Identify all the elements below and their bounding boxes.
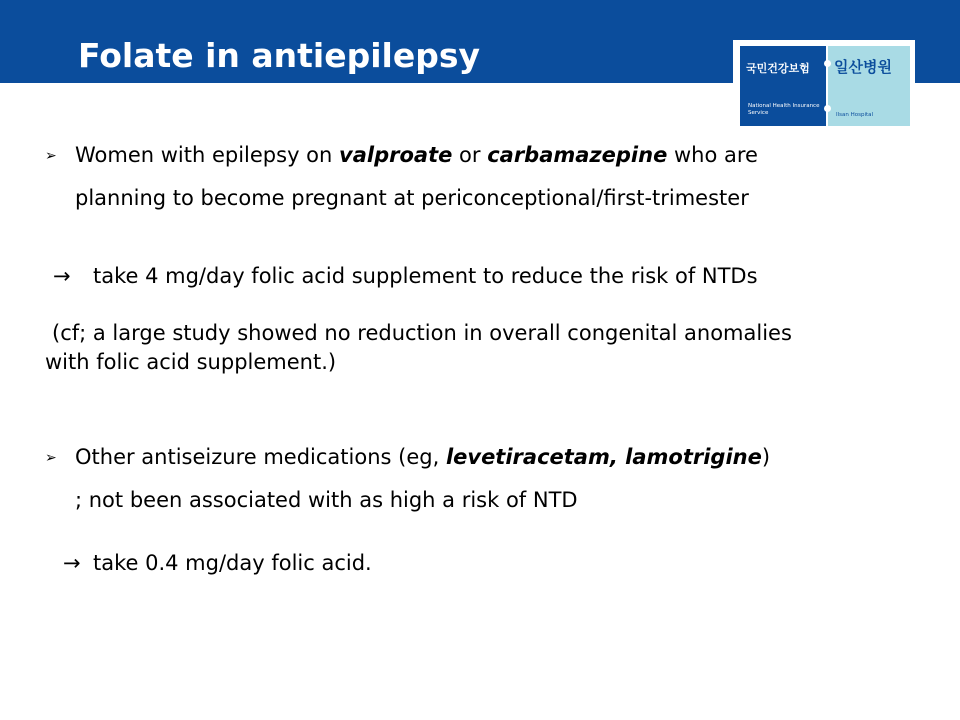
slide-title: Folate in antiepilepsy <box>78 36 481 75</box>
logo-korean-hospital: 일산병원 <box>834 58 892 76</box>
hospital-logo <box>733 40 915 128</box>
logo-english-insurance: National Health Insurance Service <box>748 103 820 116</box>
arrow-icon: → <box>53 264 71 288</box>
logo-connector-dot <box>824 105 831 112</box>
bullet-icon: ➢ <box>45 450 57 466</box>
bullet2-line1 <box>75 443 770 471</box>
bullet1-text-part1: Women with epilepsy on <box>75 143 340 167</box>
bullet1-text-part3: who are <box>667 143 758 167</box>
logo-english-hospital: Ilsan Hospital <box>836 112 874 118</box>
drug-carbamazepine: carbamazepine <box>487 143 668 167</box>
drugs-levetiracetam-lamotrigine: levetiracetam, lamotrigine <box>445 445 762 469</box>
bullet2-line2: ; not been associated with as high a risk of NTD <box>75 488 578 512</box>
recommendation-0.4mg: take 0.4 mg/day folic acid. <box>93 551 372 575</box>
logo-korean-insurance: 국민건강보험 <box>746 62 810 75</box>
note-line1: (cf; a large study showed no reduction in overall congenital anomalies <box>52 321 792 345</box>
note-line2: with folic acid supplement.) <box>45 350 337 374</box>
bullet1-line1 <box>75 141 758 169</box>
bullet2-text-part2: ) <box>761 445 771 469</box>
recommendation-4mg: take 4 mg/day folic acid supplement to reduce the risk of NTDs <box>93 264 758 288</box>
logo-right-panel <box>828 46 910 126</box>
logo-connector-dot <box>824 60 831 67</box>
logo-left-panel <box>740 46 826 126</box>
drug-valproate: valproate <box>339 143 453 167</box>
bullet1-line2: planning to become pregnant at periconceptional/first-trimester <box>75 186 749 210</box>
bullet1-text-part2: or <box>452 143 488 167</box>
arrow-icon: → <box>63 551 81 575</box>
bullet-icon: ➢ <box>45 148 57 164</box>
bullet2-text-part1: Other antiseizure medications (eg, <box>75 445 446 469</box>
